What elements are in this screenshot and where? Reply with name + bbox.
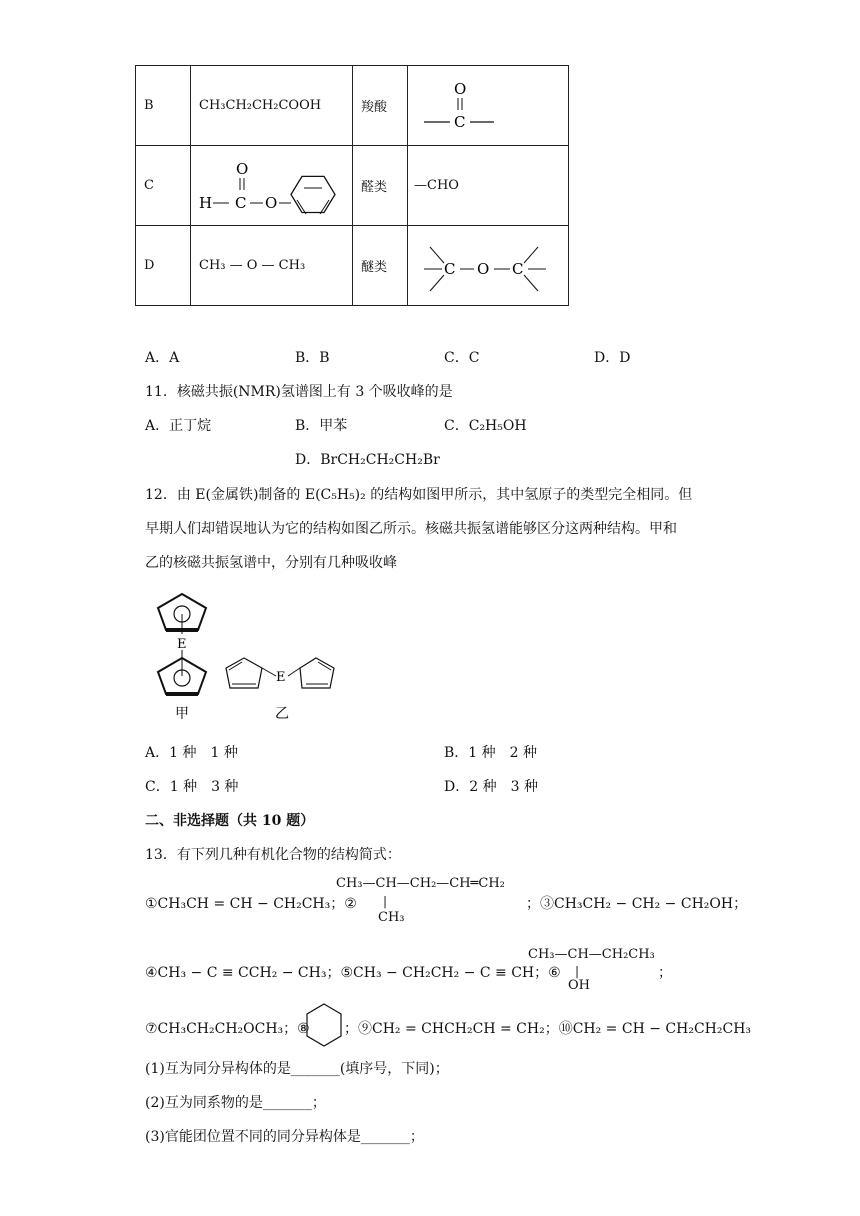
row-class: 羧酸 xyxy=(353,66,408,146)
table-row xyxy=(136,146,569,226)
svg-text:C: C xyxy=(512,259,524,278)
q13-item3: ；③CH₃CH₂ − CH₂ − CH₂OH； xyxy=(526,896,748,912)
atom-o: O xyxy=(454,79,467,98)
q11-stem: 11．核磁共振(NMR)氢谱图上有 3 个吸收峰的是 xyxy=(145,384,453,400)
row-formula: CH₃CH₂CH₂COOH xyxy=(191,66,353,146)
q13-stem: 13．有下列几种有机化合物的结构简式： xyxy=(145,847,401,863)
svg-text:E: E xyxy=(177,637,187,652)
q13-sub3: (3)官能团位置不同的同分异构体是_______； xyxy=(145,1129,424,1145)
q12-line2: 早期人们却错误地认为它的结构如图乙所示。核磁共振氢谱能够区分这两种结构。甲和 xyxy=(145,521,677,537)
row-formula: CH₃ — O — CH₃ xyxy=(191,226,353,306)
ether-structure xyxy=(408,226,569,306)
q10-option-d[interactable]: D．D xyxy=(594,350,631,366)
cyclohexane-icon xyxy=(304,1002,344,1048)
q13-item6-end: ； xyxy=(658,965,672,981)
q12-line3: 乙的核磁共振氢谱中，分别有几种吸收峰 xyxy=(145,555,397,571)
q13-item2-top: CH₃—CH—CH₂—CH═CH₂ xyxy=(336,876,505,891)
svg-text:O: O xyxy=(265,193,278,212)
ether-svg xyxy=(414,231,564,297)
q12-line1: 12．由 E(金属铁)制备的 E(C₅H₅)₂ 的结构如图甲所示，其中氢原子的类型完全相同。但 xyxy=(145,487,693,503)
row-formula xyxy=(191,146,353,226)
q11-option-d[interactable]: D．BrCH₂CH₂CH₂Br xyxy=(295,452,440,468)
label-yi: 乙 xyxy=(275,706,289,722)
svg-text:O: O xyxy=(236,159,249,178)
table-row xyxy=(136,226,569,306)
row-letter: C xyxy=(136,146,191,226)
q13-item6-bottom: OH xyxy=(568,978,590,993)
row-class: 醛类 xyxy=(353,146,408,226)
q11-option-a[interactable]: A．正丁烷 xyxy=(145,418,212,434)
sigma-structure xyxy=(226,658,334,688)
row-letter: B xyxy=(136,66,191,146)
q13-item9: ；⑨CH₂ = CHCH₂CH = CH₂；⑩CH₂ = CH − CH₂CH₂CH₃ xyxy=(344,1021,752,1037)
q11-option-b[interactable]: B．甲苯 xyxy=(295,418,348,434)
q13-item1: ①CH₃CH = CH − CH₂CH₃；② xyxy=(145,896,357,912)
table-row xyxy=(136,66,569,146)
svg-text:C: C xyxy=(444,259,456,278)
q13-item2-bottom: CH₃ xyxy=(378,910,405,925)
carbonyl-structure xyxy=(408,66,569,146)
q12-option-a[interactable]: A．1 种 1 种 xyxy=(145,745,238,761)
q13-item4: ④CH₃ − C ≡ CCH₂ − CH₃；⑤CH₃ − CH₂CH₂ − C ≡ CH；⑥ xyxy=(145,965,561,981)
atom-c: C xyxy=(454,112,466,131)
phenyl-formate-svg xyxy=(199,152,349,216)
svg-text:E: E xyxy=(276,670,286,685)
options-table xyxy=(135,65,569,306)
q12-option-b[interactable]: B．1 种 2 种 xyxy=(444,745,538,761)
q10-option-c[interactable]: C．C xyxy=(444,350,480,366)
q13-sub1: (1)互为同分异构体的是_______(填序号，下同)； xyxy=(145,1061,449,1077)
q12-option-d[interactable]: D．2 种 3 种 xyxy=(444,779,538,795)
q12-option-c[interactable]: C．1 种 3 种 xyxy=(145,779,239,795)
q13-item6-top: CH₃—CH—CH₂CH₃ xyxy=(528,947,655,962)
sandwich-structure xyxy=(158,594,206,694)
label-jia: 甲 xyxy=(175,706,189,722)
row-group: —CHO xyxy=(408,146,569,226)
section-heading: 二、非选择题（共 10 题） xyxy=(145,813,315,829)
svg-text:H: H xyxy=(199,193,213,212)
carbonyl-svg xyxy=(414,74,554,134)
svg-text:C: C xyxy=(235,193,247,212)
q13-item7: ⑦CH₃CH₂CH₂OCH₃；⑧ xyxy=(145,1021,310,1037)
q11-option-c[interactable]: C．C₂H₅OH xyxy=(444,418,527,434)
row-class: 醚类 xyxy=(353,226,408,306)
row-letter: D xyxy=(136,226,191,306)
q13-sub2: (2)互为同系物的是_______； xyxy=(145,1095,326,1111)
q10-option-b[interactable]: B．B xyxy=(295,350,330,366)
q10-option-a[interactable]: A．A xyxy=(145,350,180,366)
svg-text:O: O xyxy=(477,259,490,278)
ferrocene-figures xyxy=(140,590,360,725)
